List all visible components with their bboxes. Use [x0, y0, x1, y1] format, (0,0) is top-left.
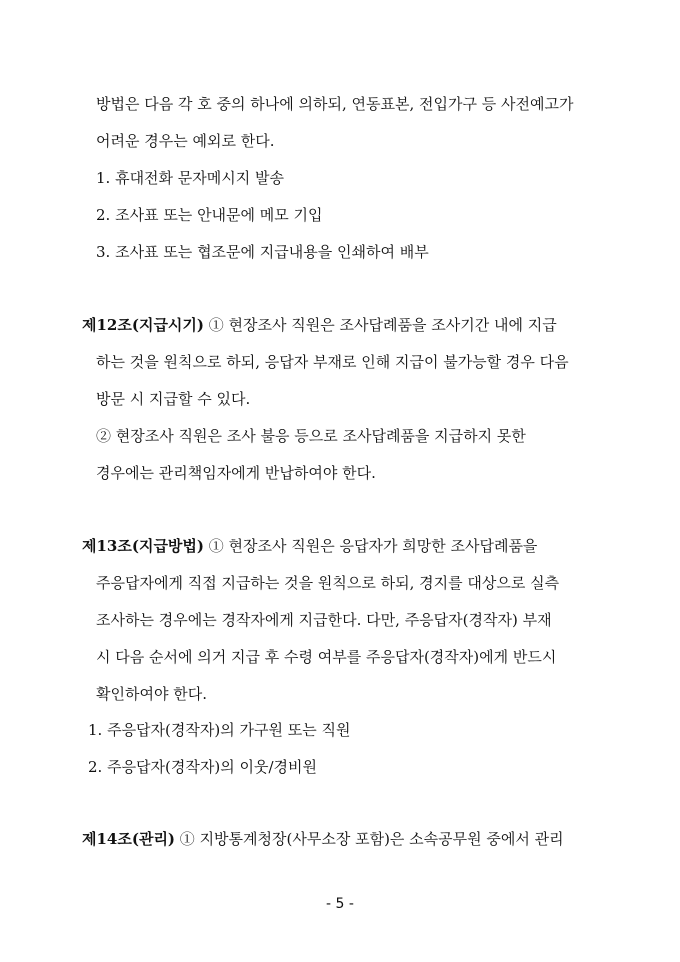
- article-14-first-line: [82, 829, 564, 849]
- intro-item-2: 2. 조사표 또는 안내문에 메모 기입: [96, 206, 323, 224]
- article-14-heading: 제14조(관리): [82, 830, 176, 848]
- article-13-line-1: ① 현장조사 직원은 응답자가 희망한 조사답례품을: [204, 537, 538, 555]
- article-13-line-2: 주응답자에게 직접 지급하는 것을 원칙으로 하되, 경지를 대상으로 실측: [96, 574, 560, 592]
- intro-item-3: 3. 조사표 또는 협조문에 지급내용을 인쇄하여 배부: [96, 243, 429, 261]
- article-12-line-2: 하는 것을 원칙으로 하되, 응답자 부재로 인해 지급이 불가능할 경우 다음: [96, 353, 569, 371]
- article-12-line-1: ① 현장조사 직원은 조사답례품을 조사기간 내에 지급: [204, 316, 557, 334]
- intro-item-1: 1. 휴대전화 문자메시지 발송: [96, 169, 285, 187]
- article-12-first-line: [82, 315, 557, 335]
- article-13-first-line: [82, 536, 537, 556]
- intro-line-2: 어려운 경우는 예외로 한다.: [96, 132, 275, 150]
- article-12-line-3: 방문 시 지급할 수 있다.: [96, 390, 251, 408]
- article-13-item-2: 2. 주응답자(경작자)의 이웃/경비원: [88, 758, 317, 776]
- article-14-line-1: ① 지방통계청장(사무소장 포함)은 소속공무원 중에서 관리: [175, 830, 564, 848]
- article-12-line-4: ② 현장조사 직원은 조사 불응 등으로 조사답례품을 지급하지 못한: [96, 427, 526, 445]
- page-number: - 5 -: [326, 896, 354, 912]
- article-13-item-1: 1. 주응답자(경작자)의 가구원 또는 직원: [88, 721, 351, 739]
- article-13-line-3: 조사하는 경우에는 경작자에게 지급한다. 다만, 주응답자(경작자) 부재: [96, 611, 552, 629]
- article-12-line-5: 경우에는 관리책임자에게 반납하여야 한다.: [96, 464, 376, 482]
- intro-line-1: 방법은 다음 각 호 중의 하나에 의하되, 연동표본, 전입가구 등 사전예고가: [96, 95, 574, 113]
- article-13-heading: 제13조(지급방법): [82, 537, 205, 555]
- article-13-line-4: 시 다음 순서에 의거 지급 후 수령 여부를 주응답자(경작자)에게 반드시: [96, 648, 557, 666]
- article-13-line-5: 확인하여야 한다.: [96, 685, 207, 703]
- article-12-heading: 제12조(지급시기): [82, 316, 205, 334]
